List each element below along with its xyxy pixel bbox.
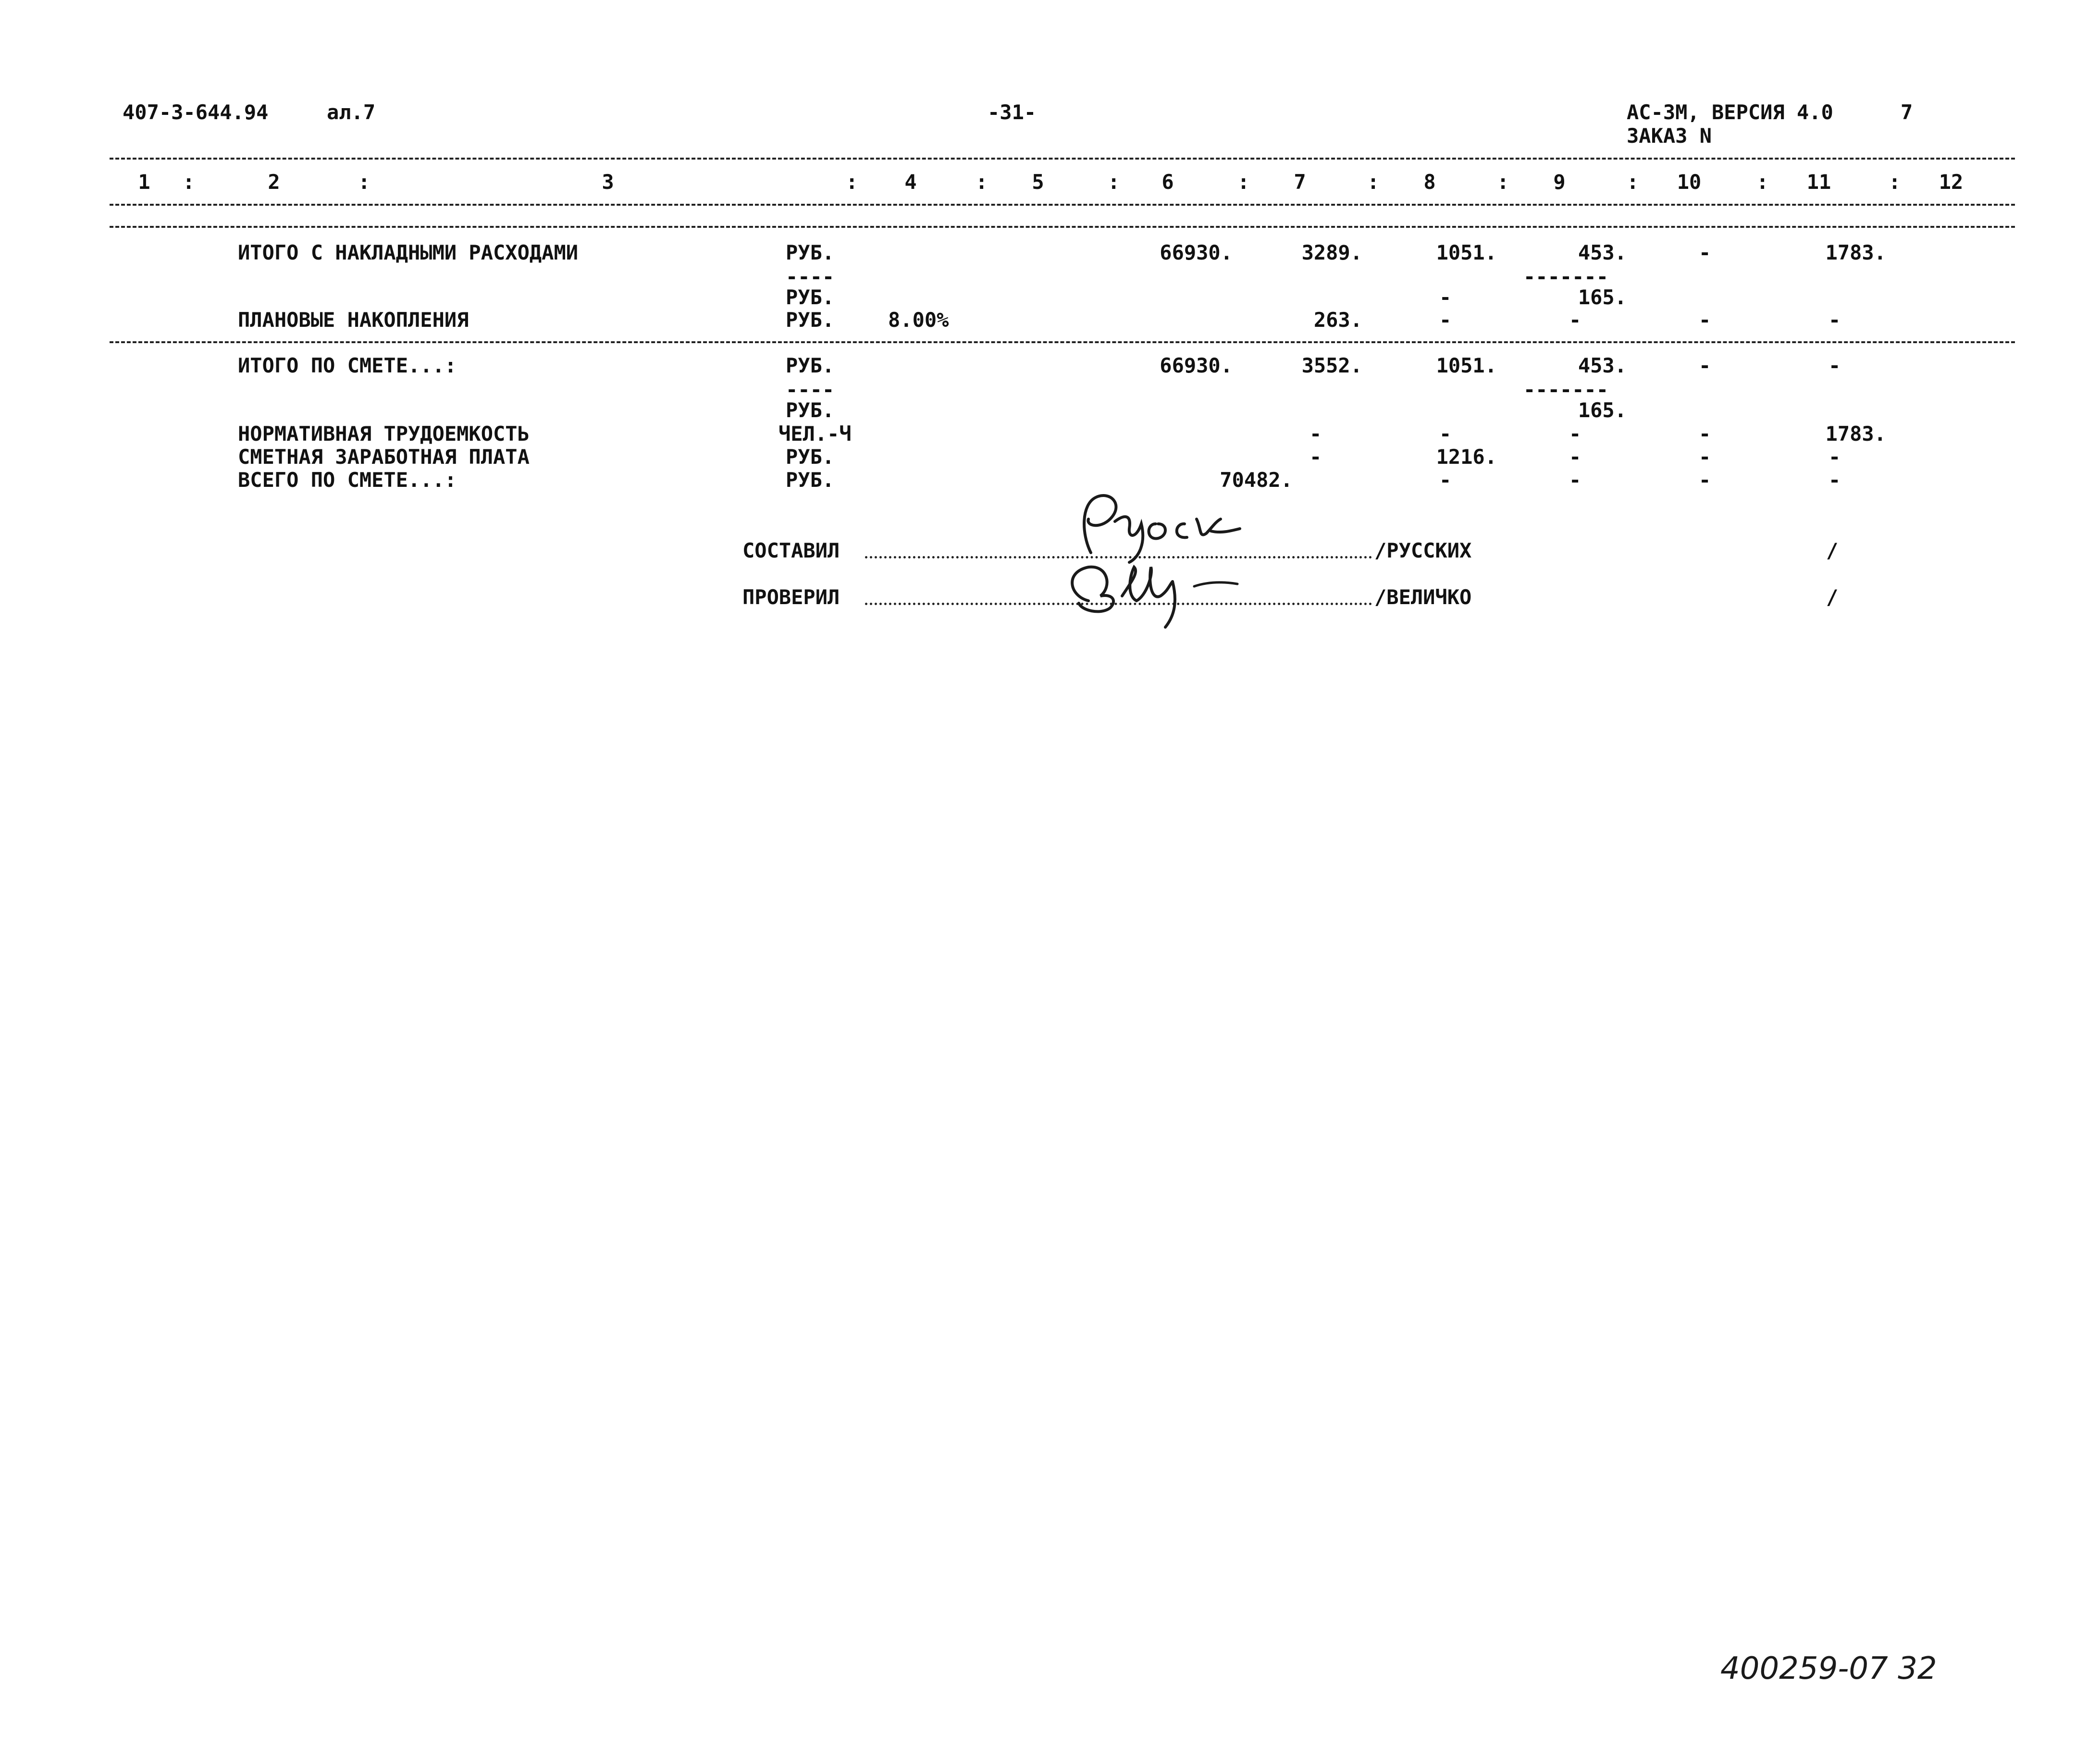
column-header-1: 1 bbox=[138, 170, 150, 194]
cell-col-8: - bbox=[1439, 285, 1452, 309]
unit-cell: РУБ. bbox=[786, 468, 835, 492]
cell-col-8: 1216. bbox=[1436, 445, 1497, 469]
row-label: ИТОГО ПО СМЕТЕ...: bbox=[238, 354, 457, 377]
program-version: АС-3М, ВЕРСИЯ 4.0 bbox=[1627, 100, 1833, 124]
cell-col-4: 8.00% bbox=[888, 308, 949, 332]
sheet-number: ал.7 bbox=[327, 100, 376, 124]
order-number: ЗАКАЗ N bbox=[1627, 124, 1712, 148]
column-separator: : bbox=[1627, 170, 1639, 194]
document-code: 407-3-644.94 bbox=[123, 100, 269, 124]
compiled-name: /РУССКИХ bbox=[1374, 539, 1472, 562]
column-header-6: 6 bbox=[1161, 170, 1174, 194]
cell-col-7: - bbox=[1309, 445, 1322, 469]
cell-col-9: 453. bbox=[1578, 241, 1627, 264]
column-header-4: 4 bbox=[904, 170, 917, 194]
cell-col-11: - bbox=[1828, 445, 1841, 469]
column-header-8: 8 bbox=[1423, 170, 1436, 194]
column-separator: : bbox=[1889, 170, 1901, 194]
cell-col-8: 1051. bbox=[1436, 354, 1497, 377]
handwritten-archive-number: 400259-07 32 bbox=[1720, 1651, 1937, 1686]
cell-col-9: - bbox=[1569, 468, 1581, 492]
body-top-rule bbox=[110, 226, 2015, 228]
unit-cell: РУБ. bbox=[786, 241, 835, 264]
column-header-7: 7 bbox=[1294, 170, 1306, 194]
program-number: 7 bbox=[1901, 100, 1913, 124]
compiled-label: СОСТАВИЛ bbox=[742, 539, 840, 562]
row-label: СМЕТНАЯ ЗАРАБОТНАЯ ПЛАТА bbox=[238, 445, 530, 469]
cell-col-11: 1783. bbox=[1825, 241, 1886, 264]
cell-col-11: - bbox=[1828, 308, 1841, 332]
cell-col-10: - bbox=[1699, 354, 1711, 377]
unit-cell: ЧЕЛ.-Ч bbox=[778, 422, 852, 446]
cell-col-11: 1783. bbox=[1825, 422, 1886, 446]
column-separator: : bbox=[846, 170, 858, 194]
signature-slash: / bbox=[1826, 585, 1839, 609]
unit-cell: РУБ. bbox=[786, 354, 835, 377]
cell-col-8: - bbox=[1439, 308, 1452, 332]
cell-col-6: 70482. bbox=[1220, 468, 1293, 492]
cell-col-10: - bbox=[1699, 445, 1711, 469]
cell-col-8: 1051. bbox=[1436, 241, 1497, 264]
column-separator: : bbox=[358, 170, 371, 194]
column-header-2: 2 bbox=[268, 170, 280, 194]
section-rule bbox=[110, 341, 2015, 343]
cell-col-7: 263. bbox=[1313, 308, 1362, 332]
header-top-rule bbox=[110, 158, 2015, 160]
row-label: НОРМАТИВНАЯ ТРУДОЕМКОСТЬ bbox=[238, 422, 530, 446]
cell-col-10: - bbox=[1699, 241, 1711, 264]
column-header-3: 3 bbox=[602, 170, 614, 194]
cell-col-9: 453. bbox=[1578, 354, 1627, 377]
cell-col-9: 165. bbox=[1578, 285, 1627, 309]
checked-label: ПРОВЕРИЛ bbox=[742, 585, 840, 609]
cell-col-9-underline: ------- bbox=[1523, 265, 1609, 288]
column-separator: : bbox=[1497, 170, 1509, 194]
column-header-11: 11 bbox=[1806, 170, 1831, 194]
column-separator: : bbox=[1367, 170, 1380, 194]
cell-col-8: - bbox=[1439, 468, 1452, 492]
cell-col-8: - bbox=[1439, 422, 1452, 446]
unit-cell: РУБ. bbox=[786, 445, 835, 469]
checked-name: /ВЕЛИЧКО bbox=[1374, 585, 1472, 609]
column-header-10: 10 bbox=[1677, 170, 1702, 194]
cell-col-10: - bbox=[1699, 468, 1711, 492]
cell-col-7: - bbox=[1309, 422, 1322, 446]
unit-underline: ---- bbox=[786, 265, 835, 288]
cell-col-9: - bbox=[1569, 445, 1581, 469]
cell-col-6: 66930. bbox=[1160, 241, 1233, 264]
column-header-9: 9 bbox=[1553, 170, 1566, 194]
cell-col-9: 165. bbox=[1578, 398, 1627, 422]
column-separator: : bbox=[1756, 170, 1769, 194]
column-header-5: 5 bbox=[1032, 170, 1044, 194]
unit-cell: РУБ. bbox=[786, 308, 835, 332]
column-separator: : bbox=[1237, 170, 1250, 194]
cell-col-10: - bbox=[1699, 308, 1711, 332]
cell-col-11: - bbox=[1828, 354, 1841, 377]
row-label: ВСЕГО ПО СМЕТЕ...: bbox=[238, 468, 457, 492]
unit-underline: ---- bbox=[786, 378, 835, 401]
signature-slash: / bbox=[1826, 539, 1839, 562]
column-separator: : bbox=[1108, 170, 1120, 194]
cell-col-7: 3552. bbox=[1301, 354, 1362, 377]
checked-handwritten-signature bbox=[1055, 548, 1343, 634]
row-label: ИТОГО С НАКЛАДНЫМИ РАСХОДАМИ bbox=[238, 241, 579, 264]
cell-col-11: - bbox=[1828, 468, 1841, 492]
cell-col-10: - bbox=[1699, 422, 1711, 446]
cell-col-9: - bbox=[1569, 308, 1581, 332]
cell-col-7: 3289. bbox=[1301, 241, 1362, 264]
unit-cell: РУБ. bbox=[786, 285, 835, 309]
column-header-12: 12 bbox=[1939, 170, 1964, 194]
header-bottom-rule bbox=[110, 204, 2015, 206]
row-label: ПЛАНОВЫЕ НАКОПЛЕНИЯ bbox=[238, 308, 469, 332]
column-separator: : bbox=[976, 170, 988, 194]
column-separator: : bbox=[183, 170, 195, 194]
cell-col-9: - bbox=[1569, 422, 1581, 446]
cell-col-9-underline: ------- bbox=[1523, 378, 1609, 401]
page-number: -31- bbox=[988, 100, 1037, 124]
unit-cell: РУБ. bbox=[786, 398, 835, 422]
cell-col-6: 66930. bbox=[1160, 354, 1233, 377]
